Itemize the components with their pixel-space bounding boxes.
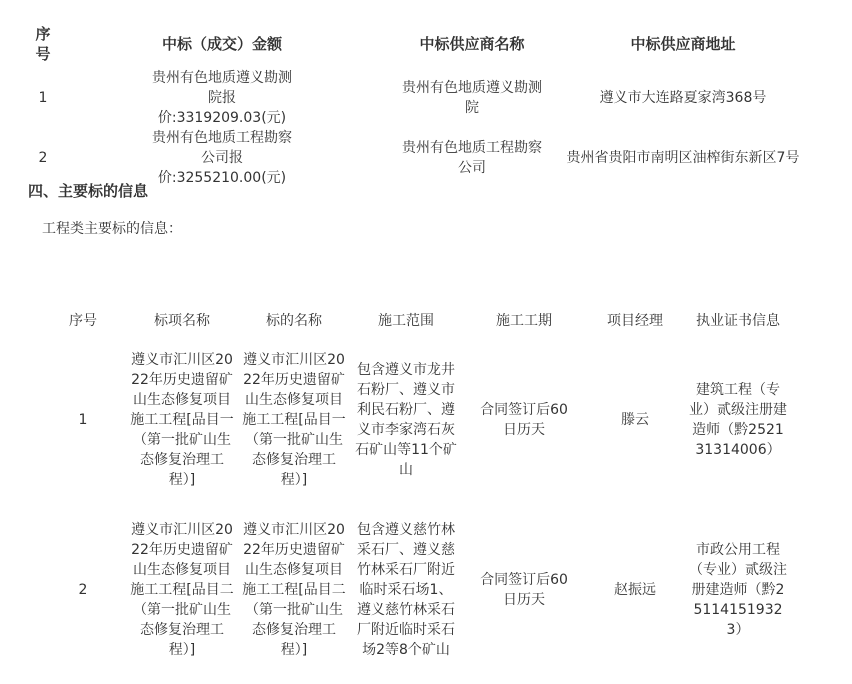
row-supplier-address: 贵州省贵阳市南明区油榨街东新区7号: [566, 150, 800, 166]
section-title: 四、主要标的信息: [28, 182, 149, 200]
row-supplier-name: 贵州有色地质工程勘察公司: [402, 140, 542, 176]
header-cert: 执业证书信息: [696, 313, 780, 329]
row-supplier-name: 贵州有色地质遵义勘测院: [402, 80, 542, 116]
header-item-name: 标项名称: [154, 313, 210, 329]
header-subject-name: 标的名称: [266, 313, 322, 329]
row-cert: 市政公用工程（专业）贰级注册建造师（黔251141519323）: [689, 542, 787, 638]
engineering-table: [40, 307, 792, 675]
header-period: 施工工期: [496, 313, 552, 329]
header-manager: 项目经理: [607, 313, 663, 329]
table-row: [24, 68, 804, 128]
row-no: 1: [38, 90, 48, 106]
row-item-name: 遵义市汇川区2022年历史遗留矿山生态修复项目施工工程[品目二（第一批矿山生态修复治理工程）]: [130, 522, 234, 658]
header-no: 序号: [69, 313, 97, 329]
row-period: 合同签订后60日历天: [480, 572, 568, 608]
header-supplier-name: 中标供应商名称: [419, 35, 525, 53]
row-subject-name: 遵义市汇川区2022年历史遗留矿山生态修复项目施工工程[品目一（第一批矿山生态修复治理工程）]: [242, 352, 346, 488]
row-period: 合同签订后60日历天: [480, 402, 568, 438]
table-row: [40, 505, 792, 675]
section-subtitle: 工程类主要标的信息：: [42, 221, 182, 237]
row-item-name: 遵义市汇川区2022年历史遗留矿山生态修复项目施工工程[品目一（第一批矿山生态修复治理工程）]: [130, 352, 234, 488]
row-subject-name: 遵义市汇川区2022年历史遗留矿山生态修复项目施工工程[品目二（第一批矿山生态修复治理工程）]: [242, 522, 346, 658]
row-amount: 贵州有色地质工程勘察公司报价:3255210.00(元): [152, 130, 292, 186]
winner-table: [24, 20, 804, 188]
row-scope: 包含遵义慈竹林采石厂、遵义慈竹林采石厂附近临时采石场1、遵义慈竹林采石厂附近临时采石场2等8个矿山: [357, 522, 455, 658]
table-row: [40, 335, 792, 505]
header-no: 序号: [35, 25, 51, 63]
header-amount: 中标（成交）金额: [161, 35, 282, 53]
row-supplier-address: 遵义市大连路夏家湾368号: [599, 90, 767, 106]
row-no: 2: [38, 150, 48, 166]
header-scope: 施工范围: [378, 313, 434, 329]
row-no: 2: [78, 582, 88, 598]
row-cert: 建筑工程（专业）贰级注册建造师（黔252131314006）: [689, 382, 787, 458]
row-scope: 包含遵义市龙井石粉厂、遵义市利民石粉厂、遵义市李家湾石灰石矿山等11个矿山: [355, 362, 457, 478]
header-supplier-address: 中标供应商地址: [630, 35, 736, 53]
engineering-table-header: [40, 307, 792, 335]
row-amount: 贵州有色地质遵义勘测院报价:3319209.03(元): [152, 70, 292, 126]
table-row: [24, 128, 804, 188]
row-manager: 赵振远: [614, 582, 656, 598]
winner-table-header: [24, 20, 804, 68]
row-manager: 滕云: [621, 412, 649, 428]
row-no: 1: [78, 412, 88, 428]
